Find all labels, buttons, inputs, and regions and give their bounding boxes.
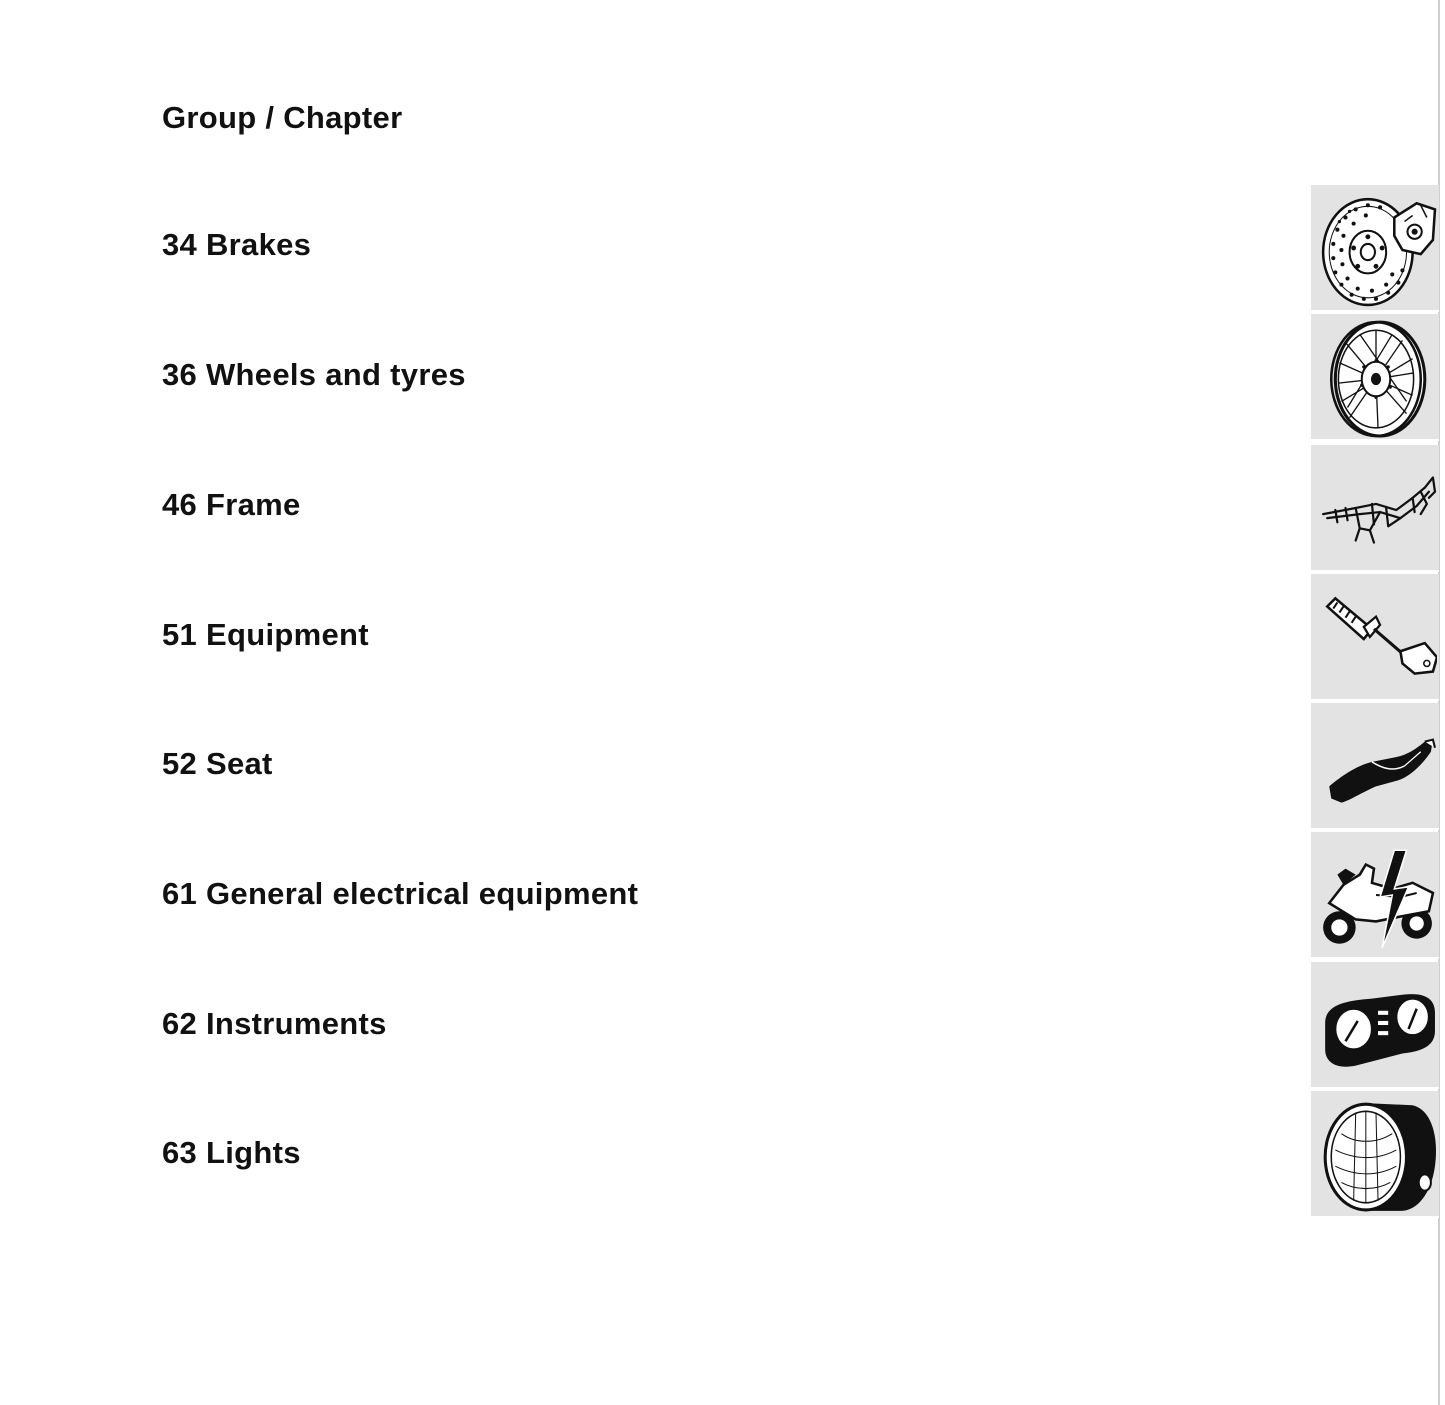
chapter-link-frame[interactable]: 46 Frame bbox=[162, 487, 301, 522]
tab-seat[interactable] bbox=[1311, 703, 1439, 830]
chapter-link-lights[interactable]: 63 Lights bbox=[162, 1135, 301, 1170]
tab-wheels-and-tyres[interactable] bbox=[1311, 314, 1439, 441]
electrical-motorcycle-icon bbox=[1315, 834, 1437, 956]
chapter-link-brakes[interactable]: 34 Brakes bbox=[162, 227, 312, 262]
chapter-link-general-electrical-equipment[interactable]: 61 General electrical equipment bbox=[162, 876, 639, 911]
chapter-link-wheels-and-tyres[interactable]: 36 Wheels and tyres bbox=[162, 357, 466, 392]
page-title: Group / Chapter bbox=[162, 100, 403, 135]
tab-brakes[interactable] bbox=[1311, 185, 1439, 312]
tab-equipment[interactable] bbox=[1311, 574, 1439, 701]
frame-icon bbox=[1315, 447, 1437, 569]
chapter-link-seat[interactable]: 52 Seat bbox=[162, 746, 273, 781]
seat-icon bbox=[1315, 705, 1437, 827]
tab-general-electrical-equipment[interactable] bbox=[1311, 832, 1439, 959]
instruments-icon bbox=[1315, 964, 1437, 1086]
chapter-link-instruments[interactable]: 62 Instruments bbox=[162, 1006, 387, 1041]
tab-instruments[interactable] bbox=[1311, 962, 1439, 1089]
brake-disc-icon bbox=[1315, 187, 1437, 309]
chapter-link-equipment[interactable]: 51 Equipment bbox=[162, 617, 369, 652]
headlight-icon bbox=[1315, 1093, 1437, 1215]
equipment-icon bbox=[1315, 576, 1437, 698]
tab-frame[interactable] bbox=[1311, 445, 1439, 572]
tab-lights[interactable] bbox=[1311, 1091, 1439, 1218]
wheel-icon bbox=[1315, 316, 1437, 438]
